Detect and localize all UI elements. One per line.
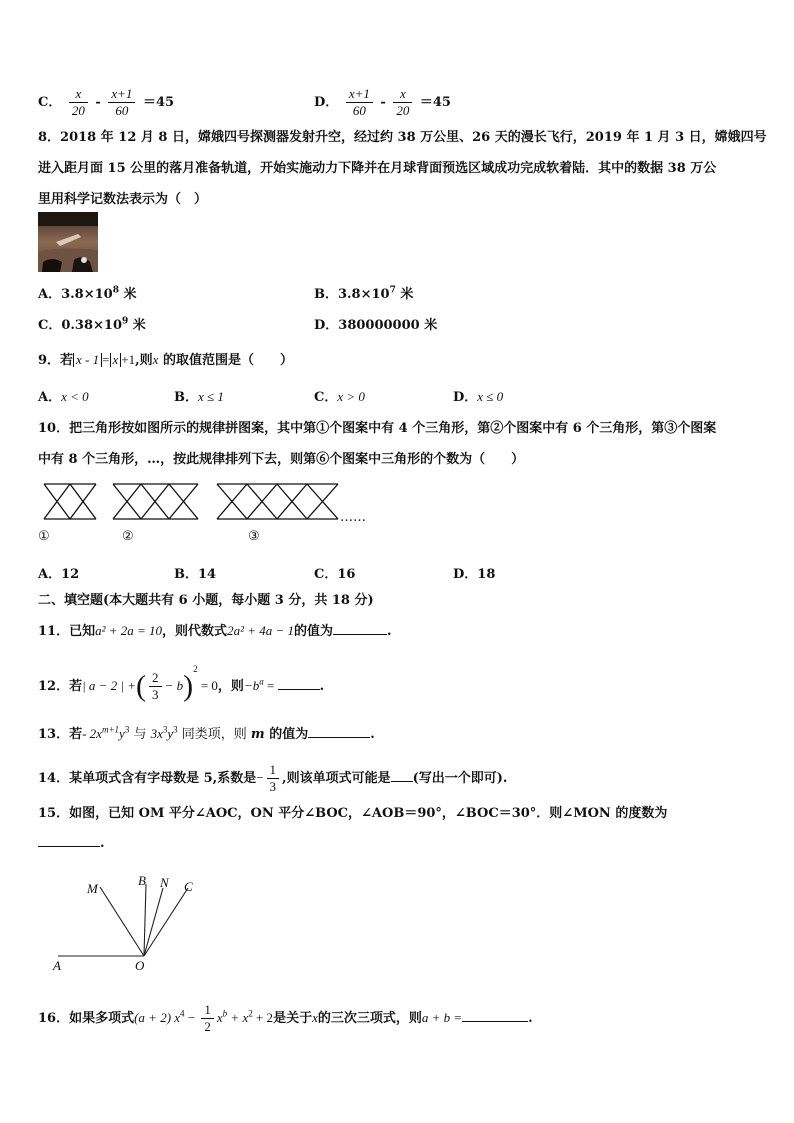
- q10-line-1: 10．把三角形按如图所示的规律拼图案，其中第①个图案中有 4 个三角形，第②个图案中有 6 个三角形，第③个图案: [38, 421, 717, 436]
- point-M-label: M: [87, 881, 98, 896]
- pattern-label-3: ③: [248, 529, 260, 544]
- q14-fraction: $\frac{1}{3}$: [267, 762, 280, 795]
- q10-option-a: A．12: [38, 567, 80, 582]
- q9-option-c: C．x > 0: [314, 389, 365, 405]
- q16-answer-blank[interactable]: [462, 1021, 528, 1022]
- q8-option-b: B．$3.8\times 10^7$ 米: [314, 285, 414, 302]
- q10-option-b: B．14: [174, 567, 217, 582]
- point-N-label: N: [160, 875, 169, 890]
- q15-answer-blank[interactable]: [38, 846, 100, 847]
- section-2-heading: 二、填空题(本大题共有 6 小题，每小题 3 分，共 18 分): [38, 593, 374, 608]
- q13-answer-blank[interactable]: [308, 737, 370, 738]
- moon-landing-photo: [38, 212, 98, 276]
- q7-d-fraction-1: $\frac{x+1}{60}$: [346, 86, 373, 119]
- ray-OM: [100, 887, 144, 956]
- q12-paren-left: (: [136, 669, 147, 703]
- pattern-label-2: ②: [122, 529, 134, 544]
- pattern-label-1: ①: [38, 529, 50, 544]
- pattern-2: [113, 484, 198, 519]
- q11-expr-1: a² + 2a = 10: [95, 623, 163, 638]
- q15-line-1: 15．如图，已知 OM 平分∠AOC，ON 平分∠BOC，∠AOB＝90°，∠BOC＝30°．则∠MON 的度数为: [38, 806, 668, 821]
- ray-ON: [144, 888, 163, 956]
- q12-fraction: $\frac{2}{3}$: [149, 670, 162, 703]
- q7-c-fraction-2: $\frac{x+1}{60}$: [108, 86, 135, 119]
- q11-answer-blank[interactable]: [333, 634, 387, 635]
- q16-stem: 16．如果多项式(a + 2) $x^4$ − $\frac{1}{2}$ $x^b + x^2 + 2$是关于x的三次三项式，则a + b = .: [38, 1002, 533, 1034]
- q8-option-d: D．380000000 米: [314, 318, 438, 333]
- q8-line-2: 进入距月面 15 公里的落月准备轨道，开始实施动力下降并在月球背面预选区域成功完成软着陆．其中的数据 38 万公: [38, 161, 717, 176]
- pattern-3: [217, 484, 338, 519]
- q8-line-1: 8．2018 年 12 月 8 日，嫦娥四号探测器发射升空，经过约 38 万公里、26 天的漫长飞行，2019 年 1 月 3 日，嫦娥四号: [38, 130, 767, 145]
- q8-option-c: C．$0.38\times 10^9$ 米: [38, 316, 146, 333]
- q10-line-2: 中有 8 个三角形，…，按此规律排列下去，则第⑥个图案中三角形的个数为（ ）: [38, 452, 525, 467]
- q9-option-b: B．x ≤ 1: [174, 389, 224, 405]
- q11-expr-2: 2a² + 4a − 1: [227, 623, 295, 638]
- ray-OC: [144, 888, 188, 956]
- q14-answer-blank[interactable]: [391, 781, 413, 782]
- pattern-ellipsis: ……: [340, 510, 366, 525]
- point-A-label: A: [53, 958, 61, 973]
- q8-option-a: A．$3.8\times 10^8$ 米: [38, 285, 137, 302]
- q10-option-d: D．18: [453, 567, 496, 582]
- q14-stem: 14．某单项式含有字母数是 5,系数是− $\frac{1}{3}$ ,则该单项式可能是 (写出一个即可).: [38, 762, 508, 794]
- q15-line-2: .: [38, 836, 105, 851]
- pattern-1: [44, 484, 96, 519]
- point-O-label: O: [135, 958, 145, 973]
- q7-d-fraction-2: $\frac{x}{20}$: [393, 86, 412, 119]
- q12-paren-right: ): [183, 669, 194, 703]
- q7-c-fraction-1: $\frac{x}{20}$: [69, 86, 88, 119]
- q12-answer-blank[interactable]: [278, 689, 320, 690]
- point-C-label: C: [184, 879, 193, 894]
- q8-line-3: 里用科学记数法表示为（ ）: [38, 192, 208, 207]
- q9-abs-1: x - 1: [73, 353, 102, 367]
- q7-d-label: D．: [314, 95, 339, 110]
- ray-OB: [144, 884, 146, 956]
- q12-stem: 12．若| a − 2 | +( $\frac{2}{3}$ − b)$^2$ = 0，则$-b^a$ = .: [38, 664, 325, 703]
- q9-abs-2: x: [110, 353, 122, 367]
- q11-stem: 11．已知a² + 2a = 10，则代数式2a² + 4a − 1的值为 .: [38, 623, 392, 639]
- q7-c-label: C．: [38, 95, 62, 110]
- q16-fraction: $\frac{1}{2}$: [201, 1002, 214, 1035]
- q9-stem: 9．若 x - 1 = x +1,则x 的取值范围是（ ）: [38, 352, 293, 368]
- q9-option-d: D．x ≤ 0: [453, 389, 504, 405]
- q9-option-a: A．x < 0: [38, 389, 89, 405]
- point-B-label: B: [138, 873, 146, 888]
- q10-option-c: C．16: [314, 567, 356, 582]
- triangle-pattern-figure: [40, 481, 340, 527]
- q7-option-d: D． $\frac{x+1}{60}$ - $\frac{x}{20}$ ＝45: [314, 86, 451, 118]
- q7-option-c: C． $\frac{x}{20}$ - $\frac{x+1}{60}$ ＝45: [38, 86, 175, 118]
- q13-stem: 13．若- $2x^{m+1}y^3$ 与 $3x^3y^3$ 同类项，则 m 的值为 .: [38, 724, 375, 742]
